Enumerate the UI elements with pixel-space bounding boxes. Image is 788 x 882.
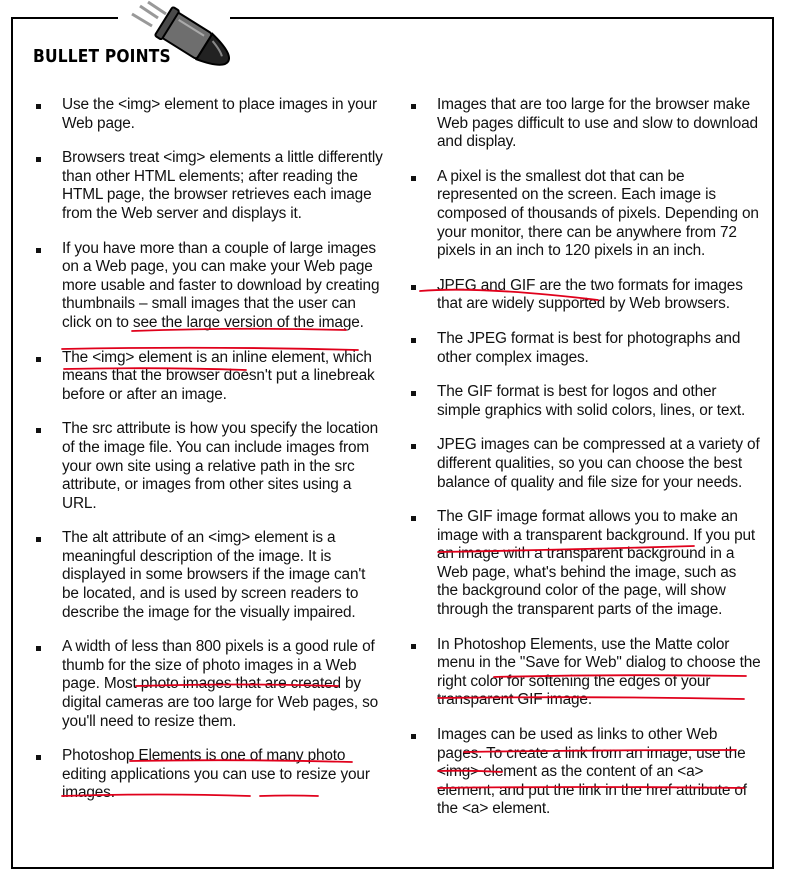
bullet-text: JPEG images can be compressed at a variety of different qualities, so you can choose the best balance of quality and file size for your needs. bbox=[437, 436, 760, 491]
bullet-text: The GIF image format allows you to make an image with a transparent background. If you put an image with a transparent background in a Web page, what's behind the image, such as the background color of the page, will show through the transparent parts of the image. bbox=[437, 508, 756, 619]
bullet-point bbox=[34, 149, 386, 223]
square-bullet-icon bbox=[36, 646, 41, 651]
bullet-point bbox=[409, 636, 761, 710]
bullet-point bbox=[409, 508, 761, 620]
bullet-point bbox=[34, 529, 386, 622]
bullet-cartridge-icon bbox=[122, 0, 242, 82]
bullet-text: JPEG and GIF are the two formats for images that are widely supported by Web browsers. bbox=[437, 276, 743, 313]
bullet-text: Browsers treat <img> elements a little differently than other HTML elements; after reading the HTML page, the browser retrieves each image from the Web server and displays it. bbox=[62, 149, 383, 222]
bullet-point bbox=[409, 436, 761, 492]
bullet-text: The <img> element is an inline element, which means that the browser doesn't put a linebreak before or after an image. bbox=[62, 348, 375, 403]
square-bullet-icon bbox=[36, 537, 41, 542]
square-bullet-icon bbox=[411, 516, 416, 521]
bullet-point bbox=[409, 277, 761, 314]
square-bullet-icon bbox=[411, 104, 416, 109]
bullet-point bbox=[34, 638, 386, 731]
bullet-text: The GIF format is best for logos and other simple graphics with solid colors, lines, or text. bbox=[437, 383, 746, 419]
bullet-text: The alt attribute of an <img> element is a meaningful description of the image. It is displayed in some browsers if the image can't be located, and is used by screen readers to describe the image for the visually impaired. bbox=[62, 529, 366, 621]
square-bullet-icon bbox=[411, 176, 416, 181]
square-bullet-icon bbox=[36, 104, 41, 109]
bullet-text: In Photoshop Elements, use the Matte color menu in the "Save for Web" dialog to choose the right color for softening the edges of your transparent GIF image. bbox=[437, 635, 761, 709]
bullet-point bbox=[34, 349, 386, 405]
bullet-text: Photoshop Elements is one of many photo editing applications you can use to resize your images. bbox=[62, 747, 370, 802]
bullet-point bbox=[409, 330, 761, 367]
square-bullet-icon bbox=[411, 391, 416, 396]
bullet-text: If you have more than a couple of large images on a Web page, you can make your Web page more usable and faster to download by creating thumbnails – small images that the user can click on to see the large version of the image. bbox=[62, 239, 380, 331]
square-bullet-icon bbox=[36, 357, 41, 362]
square-bullet-icon bbox=[36, 428, 41, 433]
bullet-text: A width of less than 800 pixels is a good rule of thumb for the size of photo images in a Web page. Most photo images that are created by digital cameras are too large for Web pages, so you'll need to resize them. bbox=[62, 638, 379, 730]
bullet-point bbox=[34, 240, 386, 333]
square-bullet-icon bbox=[411, 644, 416, 649]
bullet-point bbox=[34, 420, 386, 513]
bullet-point bbox=[34, 96, 386, 133]
bullet-text: A pixel is the smallest dot that can be represented on the screen. Each image is composed of thousands of pixels. Depending on your monitor, there can be anywhere from 72 pixels in an inch to 120 pixels in an inch. bbox=[437, 167, 759, 260]
bullet-point bbox=[409, 383, 761, 420]
bullet-text: Images that are too large for the browser make Web pages difficult to use and slow to download and display. bbox=[437, 96, 758, 151]
bullet-text: Use the <img> element to place images in your Web page. bbox=[62, 96, 377, 132]
left-bullet-list bbox=[34, 96, 386, 819]
bullet-text: The JPEG format is best for photographs and other complex images. bbox=[437, 329, 741, 366]
square-bullet-icon bbox=[411, 734, 416, 739]
right-bullet-list bbox=[409, 96, 761, 835]
bullet-text: The src attribute is how you specify the location of the image file. You can include images from your own site using a relative path in the src attribute, or images from other sites using a URL. bbox=[62, 420, 379, 512]
bullet-point bbox=[409, 726, 761, 819]
square-bullet-icon bbox=[411, 444, 416, 449]
bullet-point bbox=[34, 747, 386, 803]
bullet-point bbox=[409, 96, 761, 152]
bullet-point bbox=[409, 168, 761, 261]
square-bullet-icon bbox=[36, 248, 41, 253]
page-title: BULLET POINTS bbox=[33, 46, 171, 67]
square-bullet-icon bbox=[411, 285, 416, 290]
square-bullet-icon bbox=[411, 338, 416, 343]
square-bullet-icon bbox=[36, 755, 41, 760]
bullet-text: Images can be used as links to other Web pages. To create a link from an image, use the <img> element as the content of an <a> element, and put the link in the href attribute of the <a> element. bbox=[437, 726, 747, 818]
square-bullet-icon bbox=[36, 157, 41, 162]
